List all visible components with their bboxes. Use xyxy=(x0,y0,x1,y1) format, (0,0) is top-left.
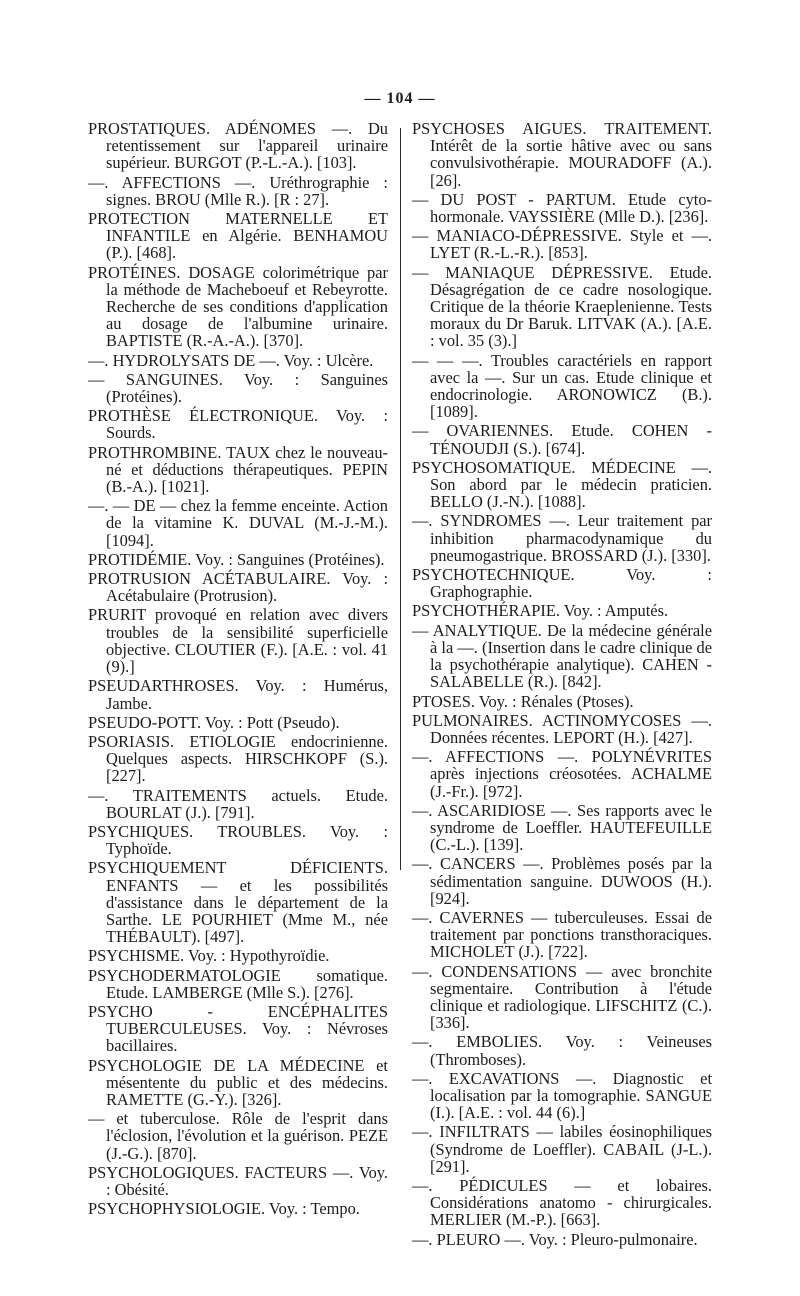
index-entry: — OVARIENNES. Etude. COHEN - TÉNOUDJI (S.). [674]. xyxy=(412,421,712,458)
index-entry: — — —. Troubles caractériels en rapport avec la —. Sur un cas. Etude clinique et endocrinologie. ARONOWICZ (B.). [1089]. xyxy=(412,350,712,422)
index-entry: —. PLEURO —. Voy. : Pleuro-pulmonaire. xyxy=(412,1229,698,1249)
index-entry: — MANIACO-DÉPRESSIVE. Style et —. LYET (R.-L.-R.). [853]. xyxy=(412,226,712,263)
index-entry: PROSTATIQUES. ADÉNOMES —. Du retentissement sur l'appareil urinaire supérieur. BURGOT (P.-L.-A.). [103]. xyxy=(88,119,388,173)
index-entry: —. AFFECTIONS —. Uréthrographie : signes. BROU (Mlle R.). [R : 27]. xyxy=(88,172,388,209)
index-entry: —. EMBOLIES. Voy. : Veineuses (Thromboses). xyxy=(412,1032,712,1069)
index-entry: PSYCHO - ENCÉPHALITES TUBERCULEUSES. Voy. : Névroses bacillaires. xyxy=(88,1001,388,1056)
index-entry: PSEUDARTHROSES. Voy. : Humérus, Jambe. xyxy=(88,676,388,713)
index-entry: — ANALYTIQUE. De la médecine générale à la —. (Insertion dans le cadre clinique de la psychothérapie analytique). CAHEN - SALABELLE (R.). [842]. xyxy=(412,620,712,692)
index-entry: PULMONAIRES. ACTINOMYCOSES —. Données récentes. LEPORT (H.). [427]. xyxy=(412,710,712,747)
page-number: — 104 — xyxy=(364,90,436,107)
index-entry: —. SYNDROMES —. Leur traitement par inhibition pharmacodynamique du pneumogastrique. BROSSARD (J.). [330]. xyxy=(412,511,712,565)
index-entry: PSYCHIQUES. TROUBLES. Voy. : Typhoïde. xyxy=(88,821,388,859)
index-entry: — MANIAQUE DÉPRESSIVE. Etude. Désagrégation de ce cadre nosologique. Critique de la théorie Kraeplenienne. Tests moraux du Dr Baruk. LITVAK (A.). [A.E. : vol. 35 (3).] xyxy=(412,262,712,351)
index-entry: —. ASCARIDIOSE —. Ses rapports avec le syndrome de Loeffler. HAUTEFEUILLE (C.-L.). [139]. xyxy=(412,800,712,855)
index-entry: PSORIASIS. ETIOLOGIE endocrinienne. Quelques aspects. HIRSCHKOPF (S.). [227]. xyxy=(88,731,388,786)
index-entry: PSYCHISME. Voy. : Hypothyroïdie. xyxy=(88,946,330,966)
index-entry: —. TRAITEMENTS actuels. Etude. BOURLAT (J.). [791]. xyxy=(88,785,388,822)
index-entry: PROTHÈSE ÉLECTRONIQUE. Voy. : Sourds. xyxy=(88,406,388,443)
index-entry: PTOSES. Voy. : Rénales (Ptoses). xyxy=(412,691,634,711)
index-entry: PSYCHOSES AIGUES. TRAITEMENT. Intérêt de la sortie hâtive avec ou sans convulsivothérapie. MOURADOFF (A.). [26]. xyxy=(412,119,712,190)
index-entry: PSYCHOTHÉRAPIE. Voy. : Amputés. xyxy=(412,601,669,621)
index-entry: PSYCHIQUEMENT DÉFICIENTS. ENFANTS — et les possibilités d'assistance dans le département de la Sarthe. LE POURHIET (Mme M., née THÉBAULT). [497]. xyxy=(88,858,388,947)
index-entry: —. INFILTRATS — labiles éosinophiliques (Syndrome de Loeffler). CABAIL (J-L.). [291]. xyxy=(412,1122,712,1176)
index-entry: — SANGUINES. Voy. : Sanguines (Protéines). xyxy=(88,369,388,407)
index-entry: —. CONDENSATIONS — avec bronchite segmentaire. Contribution à l'étude clinique et radiologique. LIFSCHITZ (C.). [336]. xyxy=(412,961,712,1033)
index-entry: PSYCHOLOGIQUES. FACTEURS —. Voy. : Obésité. xyxy=(88,1162,388,1199)
index-entry: PSYCHODERMATOLOGIE somatique. Etude. LAMBERGE (Mlle S.). [276]. xyxy=(88,965,388,1002)
index-entry: PROTECTION MATERNELLE ET INFANTILE en Algérie. BENHAMOU (P.). [468]. xyxy=(88,209,388,263)
index-entry: PSYCHOTECHNIQUE. Voy. : Graphographie. xyxy=(412,565,712,602)
index-entry: —. HYDROLYSATS DE —. Voy. : Ulcère. xyxy=(88,350,374,370)
index-entry: PSEUDO-POTT. Voy. : Pott (Pseudo). xyxy=(88,712,340,732)
index-entry: —. PÉDICULES — et lobaires. Considérations anatomo - chirurgicales. MERLIER (M.-P.). [663]. xyxy=(412,1175,712,1230)
index-entry: PROTIDÉMIE. Voy. : Sanguines (Protéines). xyxy=(88,549,385,569)
index-entry: PROTÉINES. DOSAGE colorimétrique par la méthode de Macheboeuf et Rebeyrotte. Recherche de ses conditions d'application au dosage de l'albumine urinaire. BAPTISTE (R.-A.-A.). [370]. xyxy=(88,262,388,351)
left-column xyxy=(88,120,388,1219)
index-entry: PRURIT provoqué en relation avec divers troubles de la sensibilité superficielle objective. CLOUTIER (F.). [A.E. : vol. 41 (9).] xyxy=(88,605,388,677)
index-entry: PROTRUSION ACÉTABULAIRE. Voy. : Acétabulaire (Protrusion). xyxy=(88,569,388,606)
index-entry: PSYCHOPHYSIOLOGIE. Voy. : Tempo. xyxy=(88,1199,360,1219)
index-entry: —. CAVERNES — tuberculeuses. Essai de traitement par ponctions transthoraciques. MICHOLET (J.). [722]. xyxy=(412,907,712,962)
index-entry: —. AFFECTIONS —. POLYNÉVRITES après injections créosotées. ACHALME (J.-Fr.). [972]. xyxy=(412,747,712,801)
index-entry: PSYCHOLOGIE DE LA MÉDECINE et mésentente du public et des médecins. RAMETTE (G.-Y.). [326]. xyxy=(88,1055,388,1109)
index-entry: —. EXCAVATIONS —. Diagnostic et localisation par la tomographie. SANGUE (I.). [A.E. : vol. 44 (6).] xyxy=(412,1068,712,1123)
index-entry: PSYCHOSOMATIQUE. MÉDECINE —. Son abord par le médecin praticien. BELLO (J.-N.). [1088]. xyxy=(412,457,712,512)
index-entry: — et tuberculose. Rôle de l'esprit dans l'éclosion, l'évolution et la guérison. PEZE (J.-G.). [870]. xyxy=(88,1109,388,1163)
index-entry: PROTHROMBINE. TAUX chez le nouveau-né et déductions thérapeutiques. PEPIN (B.-A.). [1021]. xyxy=(88,442,388,497)
right-column xyxy=(412,120,712,1250)
index-entry: — DU POST - PARTUM. Etude cyto-hormonale. VAYSSIÈRE (Mlle D.). [236]. xyxy=(412,189,712,227)
index-entry: —. — DE — chez la femme enceinte. Action de la vitamine K. DUVAL (M.-J.-M.). [1094]. xyxy=(88,496,388,550)
column-divider xyxy=(400,128,401,870)
index-entry: —. CANCERS —. Problèmes posés par la sédimentation sanguine. DUWOOS (H.). [924]. xyxy=(412,854,712,908)
